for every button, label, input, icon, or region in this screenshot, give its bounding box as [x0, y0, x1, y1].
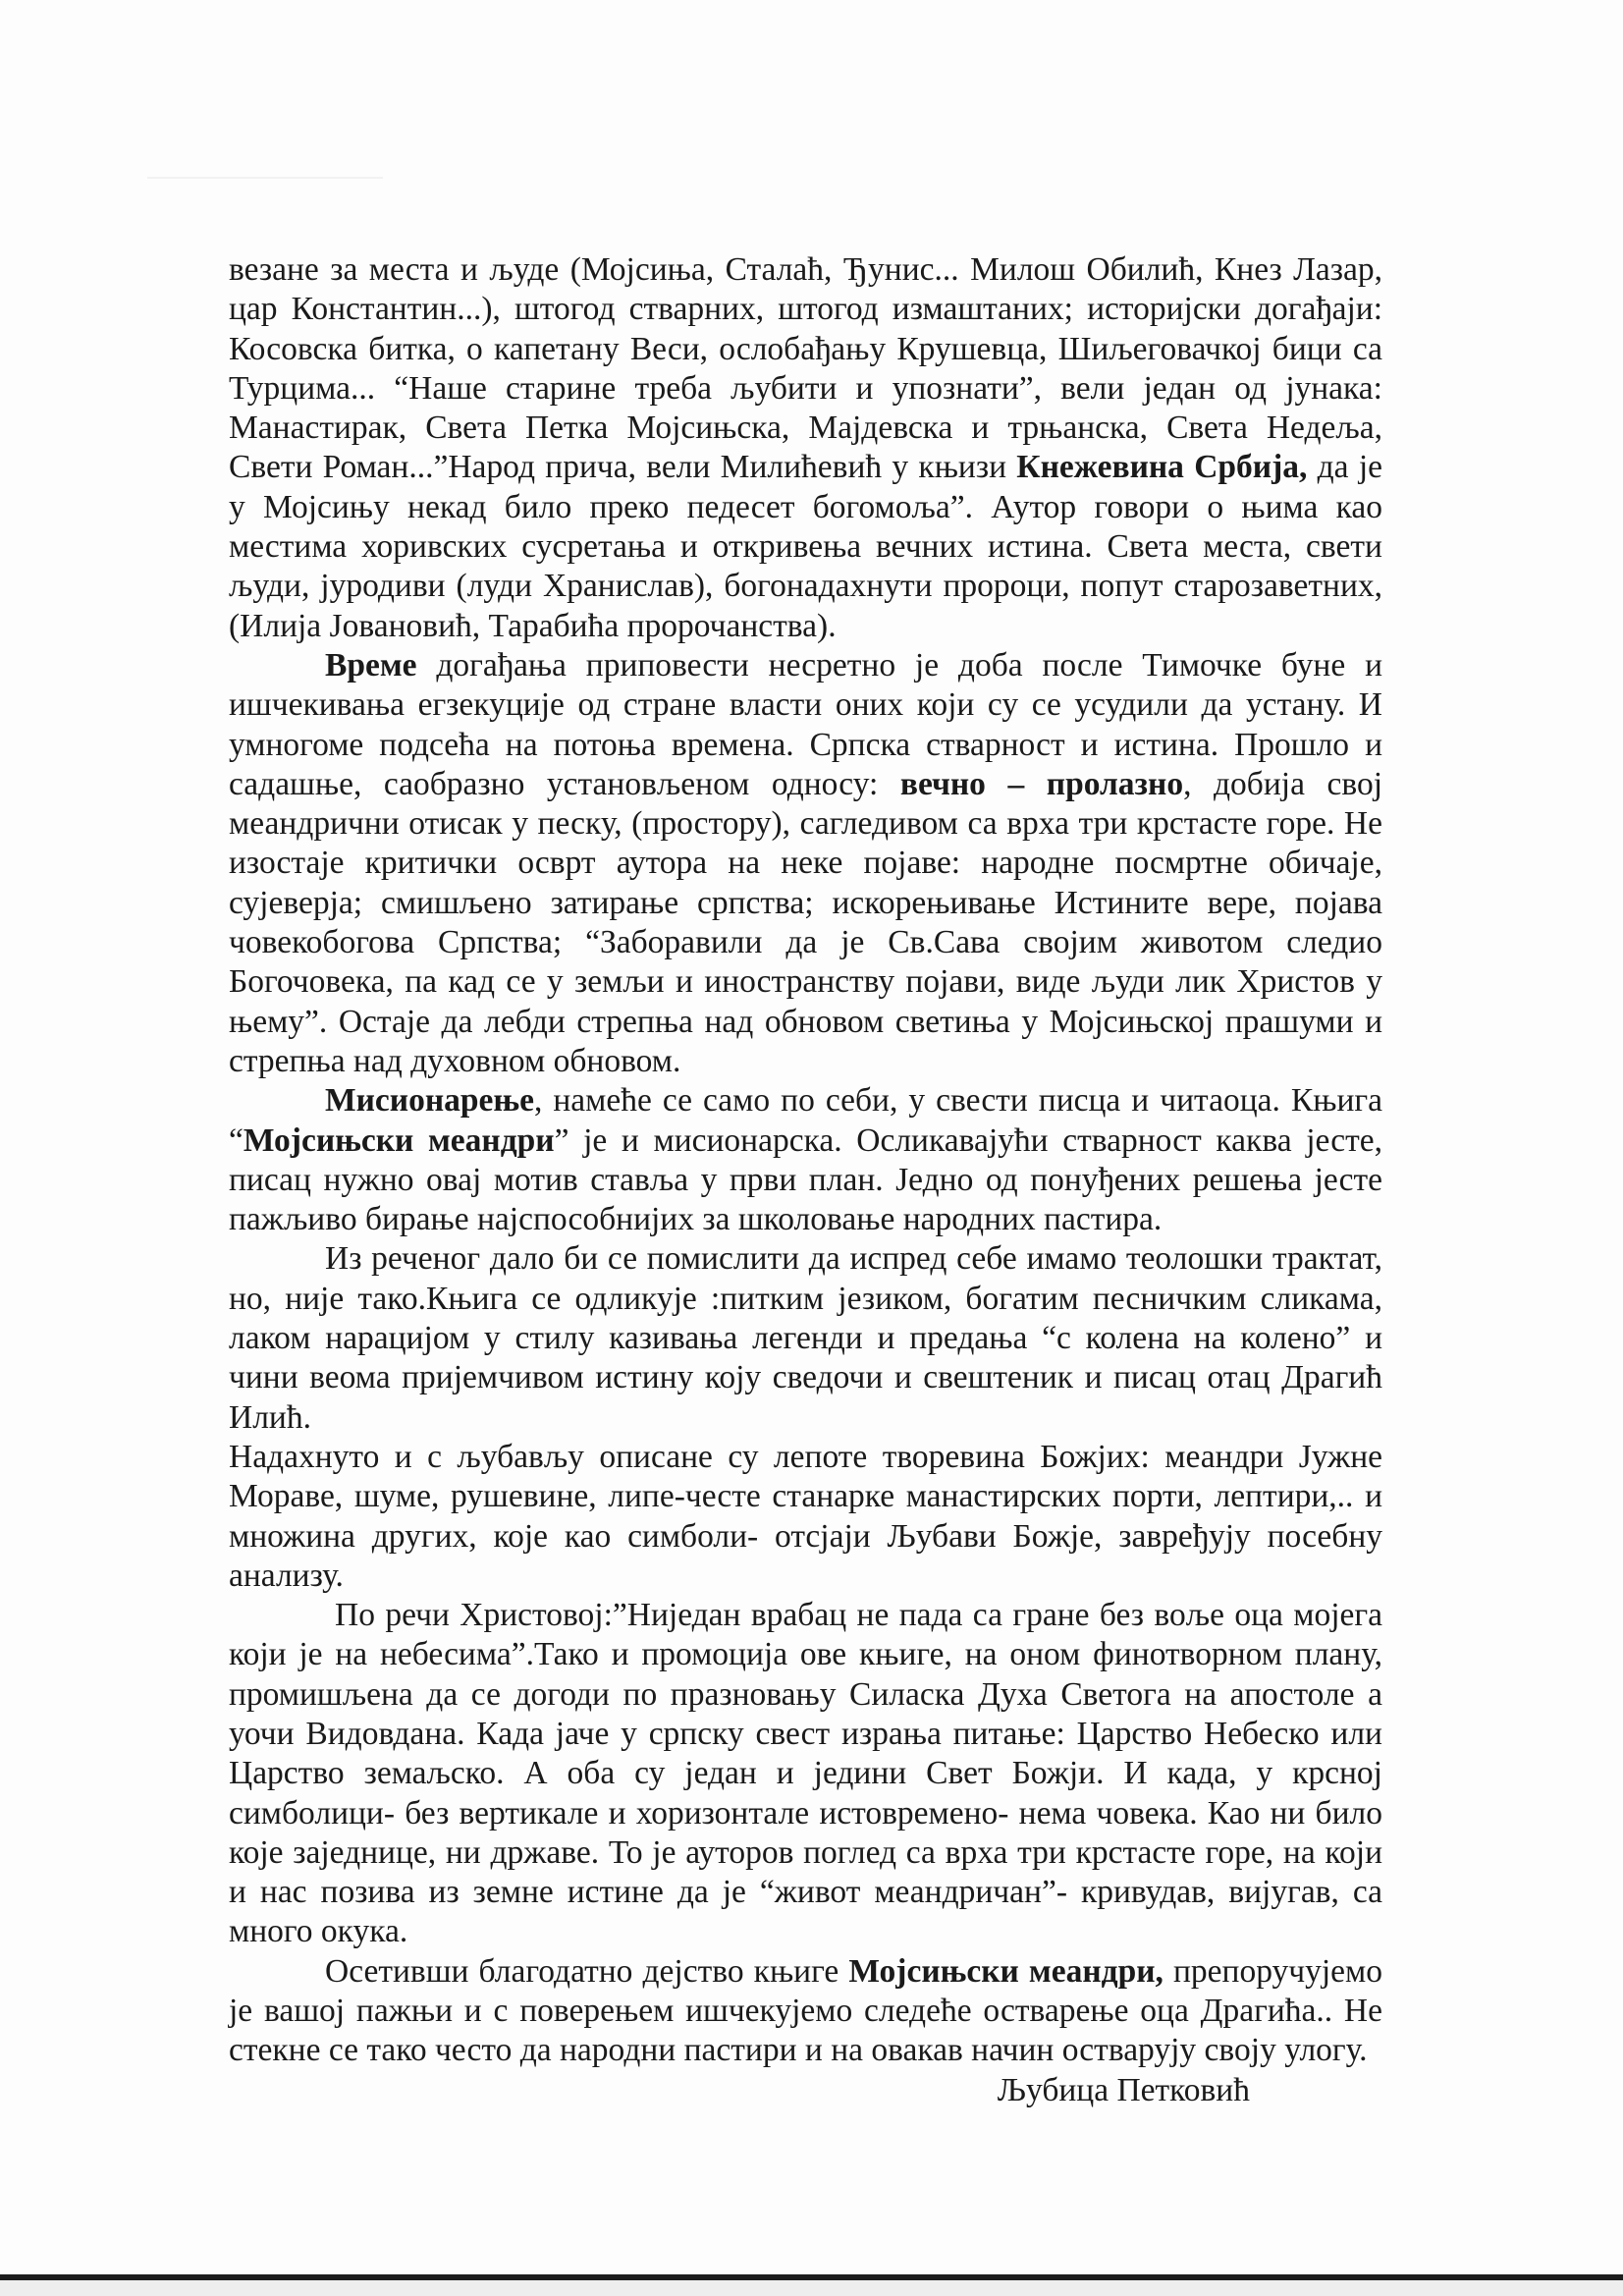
paragraph-6 [229, 1596, 1382, 1952]
text-segment: По речи Христовој:”Ниједан врабац не пада са гране без воље оца мојега који је на небесима”.Тако и промоција ове књиге, на оном финотворном плану, промишљена да се догоди по празновању Силаска Духа Светога на апостоле а уочи Видовдана. Када јаче у српску свест израња питање: Царство Небеско или Царство земаљско. А оба су један и једини Свет Божји. И када, у крсној симболици- без вертикале и хоризонтале истовремено- нема човека. Као ни било које заједнице, ни државе. То је ауторов поглед са врха три крстасте горе, на који и нас позива из земне истине да је “живот меандричан”- кривудав, вијугав, са много окука. [229, 1597, 1382, 1950]
text-segment: , намеће се само по себи, у свести писца и читаоца. Књига “ [229, 1082, 1382, 1159]
scan-artifact [147, 177, 383, 179]
paragraph-2 [229, 646, 1382, 1081]
bold-text-segment: Мојсињски меандри [243, 1121, 555, 1159]
signature: Љубица Петковић [997, 2071, 1250, 2108]
text-segment: везане за места и људе (Мојсиња, Сталаћ, Ђунис... Милош Обилић, Кнез Лазар, цар Константин...), штогод стварних, штогод измаштаних; историјски догађаји: Косовска битка, о капетану Веси, ослобађању Крушевца, Шиљеговачкој бици са Турцима... “Наше старине треба љубити и упознати”, вели један од јунака: Манастирак, Света Петка Мојсињска, Мајдевска и трњанска, Света Недеља, Свети Роман...”Народ прича, вели Милићевић у књизи [229, 251, 1382, 486]
text-segment: , добија свој меандрични отисак у песку, (простору), сагледивом са врха три крстасте горе. Не изостаје критички осврт аутора на неке појаве: народне посмртне обичаје, сујеверја; смишљено затирање српства; искорењивање Истините вере, појава човекобогова Српства; “Заборавили да је Св.Сава својим животом следио Богочовека, па кад се у земљи и иностранству појави, виде људи лик Христов у њему”. Остаје да лебди стрепња над обновом светиња у Мојсињској прашуми и стрепња над духовном обновом. [229, 765, 1382, 1079]
text-segment: да је у Мојсињу некад било преко педесет богомоља”. Аутор говори о њима као местима хоривских сусретања и откривења вечних истина. Света места, свети људи, јуродиви (луди Хранислав), богонадахнути пророци, попут старозаветних, (Илија Јовановић, Тарабића пророчанства). [229, 449, 1383, 644]
text-segment: догађања приповести несретно је доба после Тимочке буне и ишчекивања егзекуције од стране власти оних који су се усудили да устану. И умногоме подсећа на потоња времена. Српска стварност и истина. Прошло и садашње, саобразно установљеном односу: [229, 646, 1382, 802]
paragraph-3 [229, 1081, 1382, 1239]
bold-text-segment: Мисионарење [325, 1082, 534, 1120]
text-segment: Надахнуто и с љубављу описане су лепоте творевина Божјих: меандри Јужне Мораве, шуме, рушевине, липе-честе станарке манастирских порти, лептири,.. и множина других, које као симболи- отсјаји Љубави Божје, завређују посебну анализу. [229, 1438, 1382, 1594]
text-segment: ” је и мисионарска. Осликавајући стварност каква јесте, писац нужно овај мотив ставља у први план. Једно од понуђених решења јесте пажљиво бирање најспособнијих за школовање народних пастира. [229, 1121, 1382, 1238]
paragraph-5 [229, 1438, 1382, 1596]
paragraph-4 [229, 1239, 1382, 1437]
text-segment: Из реченог дало би се помислити да испред себе имамо теолошки трактат, но, није тако.Књига се одликује :питким језиком, богатим песничким сликама, лаком нарацијом у стилу казивања легенди и предања “с колена на колено” и чини веома пријемчивом истину коју сведочи и свештеник и писац отац Драгић Илић. [229, 1240, 1382, 1436]
text-segment: Осетивши благодатно дејство књиге [325, 1952, 849, 1990]
paragraph-1 [229, 250, 1382, 646]
bold-text-segment: Кнежевина Србија, [1016, 449, 1308, 486]
document-body [229, 250, 1382, 2110]
bold-text-segment: Мојсињски меандри, [848, 1952, 1163, 1990]
bold-text-segment: Време [325, 646, 417, 683]
bottom-edge-shade [0, 2280, 1623, 2296]
paragraph-7 [229, 1952, 1382, 2071]
text-segment: препоручујемо је вашој пажњи и с поверењем ишчекујемо следеће остварење оца Драгића.. Не стекне се тако често да народни пастири и на овакав начин остварују своју улогу. [229, 1952, 1382, 2069]
bold-text-segment: вечно – пролазно [899, 765, 1184, 802]
